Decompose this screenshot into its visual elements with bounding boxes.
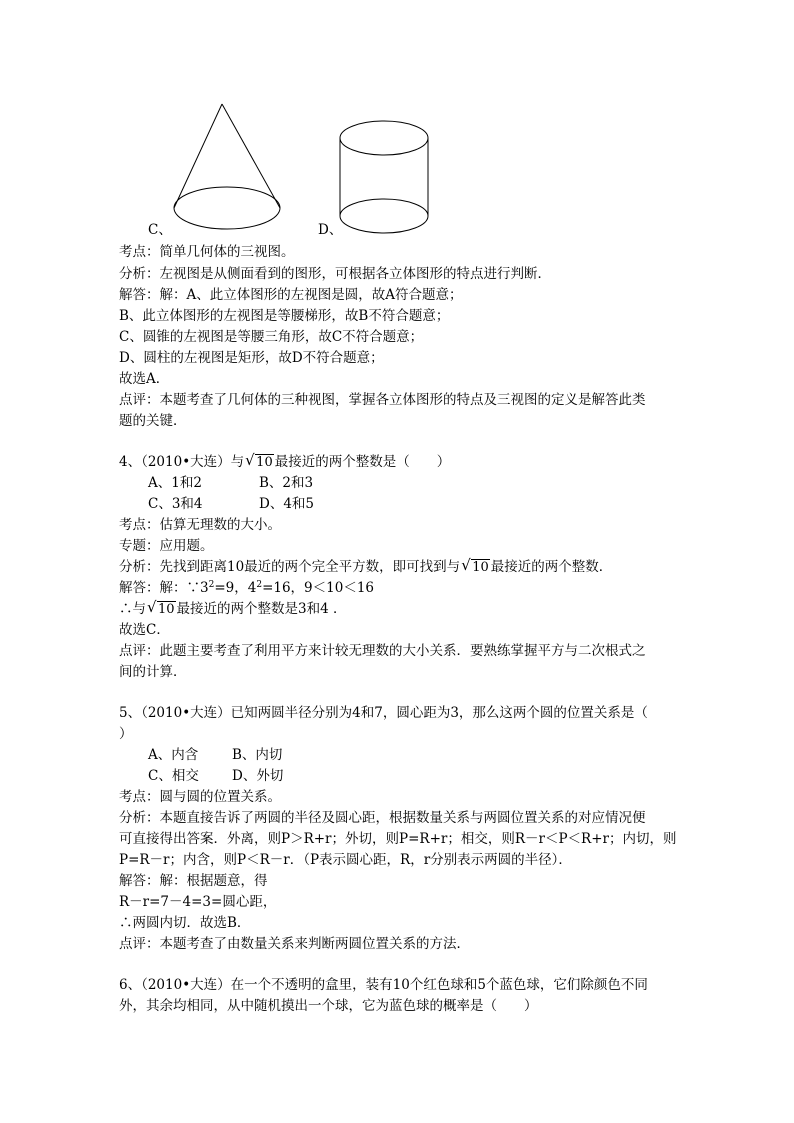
sqrt-10: √ 10 <box>461 556 489 575</box>
q5-fenxi-2: 可直接得出答案．外离，则P＞R+r；外切，则P=R+r；相交，则R－r＜P＜R+r；内切，则 <box>119 831 677 847</box>
q3-dianping-2: 题的关键． <box>119 413 187 429</box>
q4-option-c: C、3和4 <box>148 496 203 512</box>
q5-kaodian: 考点：圆与圆的位置关系。 <box>119 789 281 805</box>
q6-stem-2: 外，其余均相同，从中随机摸出一个球，它为蓝色球的概率是（ ） <box>119 998 538 1014</box>
q5-fenxi-1: 分析：本题直接告诉了两圆的半径及圆心距，根据数量关系与两圆位置关系的对应情况便 <box>119 810 646 826</box>
q5-option-a: A、内含 <box>148 747 199 763</box>
q3-jieda-2: B、此立体图形的左视图是等腰梯形，故B不符合题意； <box>119 308 450 324</box>
q3-jieda-3: C、圆锥的左视图是等腰三角形，故C不符合题意； <box>119 329 424 345</box>
q3-choice: 故选A． <box>119 371 170 387</box>
q5-fenxi-3: P=R－r；内含，则P＜R－r．（P表示圆心距，R，r分别表示两圆的半径）． <box>119 852 572 868</box>
q5-option-c: C、相交 <box>148 768 199 784</box>
q4-kaodian: 考点：估算无理数的大小。 <box>119 517 281 533</box>
q5-jieda-1: 解答：解：根据题意，得 <box>119 873 268 889</box>
q3-dianping-1: 点评：本题考查了几何体的三种视图，掌握各立体图形的特点及三视图的定义是解答此类 <box>119 392 646 408</box>
q5-jieda-2: R－r=7－4=3=圆心距， <box>119 894 277 910</box>
q3-jieda-1: 解答：解：A、此立体图形的左视图是圆，故A符合题意； <box>119 287 463 303</box>
q5-dianping: 点评：本题考查了由数量关系来判断两圆位置关系的方法． <box>119 936 470 952</box>
option-d-label: D、 <box>318 222 343 238</box>
q3-kaodian: 考点：简单几何体的三视图。 <box>119 244 295 260</box>
q4-jieda: 解答：解：$\because 3^2=9$，$4^2=16$，9＜10＜16 <box>119 580 374 596</box>
sqrt-10: √ 10 <box>245 451 273 470</box>
option-c-label: C、 <box>148 222 172 238</box>
q4-fenxi: 分析：先找到距离10最近的两个完全平方数，即可找到与 √ 10 最接近的两个整数． <box>119 557 612 578</box>
q4-zhuanti: 专题：应用题。 <box>119 538 214 554</box>
q4-dianping-2: 间的计算． <box>119 664 187 680</box>
q3-jieda-4: D、圆柱的左视图是矩形，故D不符合题意； <box>119 350 384 366</box>
q5-stem-2: ） <box>119 726 133 742</box>
q4-option-b: B、2和3 <box>259 475 314 491</box>
q5-stem-1: 5、（2010•大连）已知两圆半径分别为4和7，圆心距为3，那么这两个圆的位置关系是（ <box>119 705 648 721</box>
q5-jieda-3: ∴两圆内切．故选B． <box>119 915 251 931</box>
q4-conclusion: ∴与 √ 10 最接近的两个整数是3和4 ． <box>119 599 347 620</box>
q3-fenxi: 分析：左视图是从侧面看到的图形，可根据各立体图形的特点进行判断． <box>119 266 551 282</box>
q5-option-b: B、内切 <box>232 747 283 763</box>
q5-option-d: D、外切 <box>232 768 284 784</box>
q6-stem-1: 6、（2010•大连）在一个不透明的盒里，装有10个红色球和5个蓝色球，它们除颜色不同 <box>119 977 648 993</box>
cylinder-figure <box>338 118 432 238</box>
sqrt-10: √ 10 <box>147 598 175 617</box>
q4-option-d: D、4和5 <box>259 496 315 512</box>
q4-choice: 故选C． <box>119 622 170 638</box>
cone-figure <box>168 100 288 230</box>
q4-option-a: A、1和2 <box>148 475 202 491</box>
q4-stem: 4、（2010•大连）与 √ 10 最接近的两个整数是（ ） <box>119 452 450 473</box>
q4-dianping-1: 点评：此题主要考查了利用平方来计较无理数的大小关系．要熟练掌握平方与二次根式之 <box>119 643 646 659</box>
